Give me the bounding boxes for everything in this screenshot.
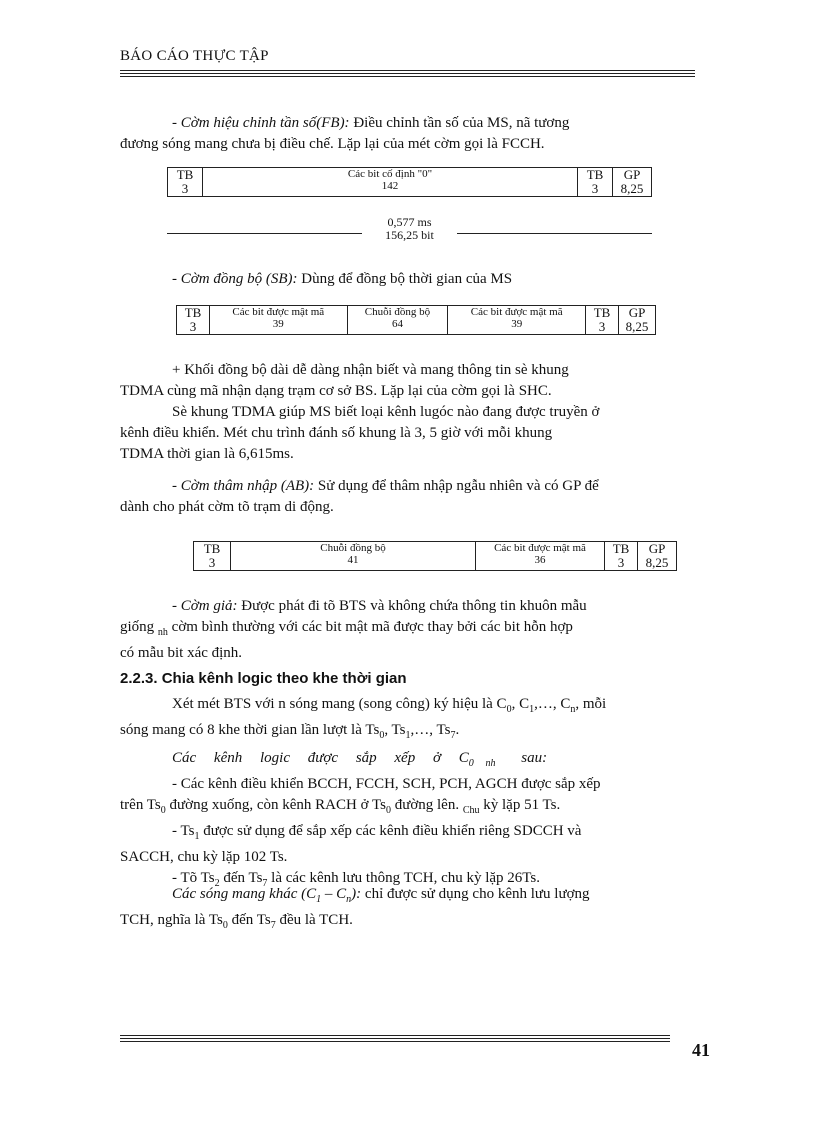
text-fragment: đường xuống, còn kênh RACH ở Ts: [165, 797, 386, 813]
cell-value: 64: [391, 318, 403, 330]
cell-label: Chuỗi đồng bộ: [364, 306, 431, 318]
text-line: SACCH, chu kỳ lặp 102 Ts.: [120, 849, 288, 865]
fixed-bits-cell: [203, 168, 578, 197]
ab-text: Sử dụng để thâm nhập ngẫu nhiên và có GP để: [314, 478, 599, 494]
text-fragment: Xét mét BTS với n sóng mang (song công) ký hiệu là C: [172, 696, 507, 712]
sync-sequence-cell: [231, 542, 476, 571]
text-fragment: chỉ được sử dụng cho kênh lưu lượng: [361, 886, 590, 902]
cell-label: GP: [628, 305, 646, 320]
sync-sequence-cell: [347, 306, 448, 335]
text-fragment: Các sóng mang khác (C: [172, 886, 317, 902]
text-fragment: , mỗi: [575, 696, 607, 712]
text-fragment: 2: [214, 878, 220, 889]
tb-cell: [578, 168, 613, 197]
text-line: TDMA thời gian là 6,615ms.: [120, 446, 294, 462]
cell-label: Các bit cố định "0": [347, 168, 433, 180]
encrypted-bits-cell: [448, 306, 586, 335]
text-fragment: , Ts: [384, 722, 406, 738]
sb-paragraph: [120, 269, 692, 290]
tb-cell: [605, 542, 638, 571]
fb-label: - Cờm hiệu chỉnh tần số(FB):: [172, 115, 350, 131]
ab-label: - Cờm thâm nhập (AB):: [172, 478, 315, 494]
sb-label: - Cờm đồng bộ (SB):: [172, 271, 298, 287]
text-fragment: Chu: [462, 805, 480, 816]
text-fragment: đều là TCH.: [275, 912, 353, 928]
fb-text-line: đương sóng mang chưa bị điều chế. Lặp lại của mét cờm gọi là FCCH.: [120, 136, 545, 152]
cell-label: Các bit được mật mã: [494, 542, 586, 554]
text-fragment: 7: [450, 730, 456, 741]
ab-paragraph: [120, 476, 692, 518]
fb-burst-table: [167, 167, 652, 197]
gp-cell: [638, 542, 677, 571]
text-fragment: được sử dụng để sắp xếp các kênh điều khiển riêng SDCCH và: [199, 823, 582, 839]
ab-burst-table: [193, 541, 677, 571]
text-fragment: 0: [160, 805, 166, 816]
text-fragment: 0: [222, 920, 228, 931]
tb-cell: [586, 306, 619, 335]
page-header: [120, 48, 695, 77]
c0-paragraph: [120, 748, 692, 894]
duration-ms: 0,577 ms: [387, 215, 432, 229]
text-line: + Khối đồng bộ dài dễ dàng nhận biết và mang thông tin sè khung: [172, 362, 569, 378]
dummy-text: Được phát đi tõ BTS và không chứa thông tin khuôn mẫu: [237, 598, 587, 614]
text-fragment: đến Ts: [219, 870, 263, 886]
text-fragment: nh: [485, 758, 496, 769]
text-fragment: là các kênh lưu thông TCH, chu kỳ lặp 26Ts.: [267, 870, 541, 886]
cell-value: 39: [272, 318, 284, 330]
text-line: TDMA cùng mã nhận dạng trạm cơ sở BS. Lặp lại của cờm gọi là SHC.: [120, 383, 552, 399]
text-fragment: sóng mang có 8 khe thời gian lần lượt là Ts: [120, 722, 380, 738]
header-rule: [120, 73, 695, 74]
text-fragment: đến Ts: [227, 912, 271, 928]
fb-text: Điều chỉnh tần số của MS, nã tương: [349, 115, 570, 131]
cell-label: TB: [612, 541, 630, 556]
text-fragment: 0: [379, 730, 385, 741]
text-fragment: Các kênh logic được sắp xếp ở C: [172, 750, 469, 766]
duration-bits: 156,25 bit: [385, 228, 434, 242]
cell-label: Chuỗi đồng bộ: [320, 542, 386, 554]
dummy-label: - Cờm giả:: [172, 598, 238, 614]
footer-rule: [120, 1035, 670, 1036]
tb-cell: [194, 542, 231, 571]
cell-value: 8,25: [645, 555, 669, 570]
text-fragment: .: [455, 722, 460, 738]
header-title: BÁO CÁO THỰC TẬP: [120, 48, 269, 64]
cell-label: Các bit được mật mã: [470, 306, 563, 318]
encrypted-bits-cell: [476, 542, 605, 571]
cell-label: GP: [648, 541, 666, 556]
text-fragment: sau:: [521, 750, 548, 766]
cell-label: GP: [623, 167, 641, 182]
text-fragment: giống: [120, 619, 158, 635]
text-fragment: 7: [270, 920, 276, 931]
text-fragment: 0: [468, 758, 474, 769]
cell-value: 36: [534, 554, 546, 566]
cell-value: 3: [181, 181, 189, 196]
cell-value: 3: [189, 319, 197, 334]
cell-value: 142: [381, 180, 399, 192]
cell-value: 8,25: [625, 319, 649, 334]
text-fragment: ):: [351, 886, 362, 902]
text-fragment: 1: [405, 730, 411, 741]
text-fragment: ,…, Ts: [410, 722, 451, 738]
measure-line-left: [167, 233, 362, 234]
cell-value: 3: [208, 555, 216, 570]
text-line: có mẫu bit xác định.: [120, 645, 243, 661]
cell-value: 8,25: [620, 181, 644, 196]
cell-label: TB: [203, 541, 221, 556]
cell-label: TB: [184, 305, 202, 320]
cell-value: 3: [598, 319, 606, 334]
text-fragment: 0: [506, 704, 512, 715]
bts-paragraph: [120, 694, 692, 746]
text-fragment: cờm bình thường với các bit mật mã được thay bởi các bit hỗn hợp: [167, 619, 573, 635]
text-fragment: nh: [157, 627, 168, 638]
footer-rule: [120, 1041, 670, 1042]
text-fragment: - Ts: [172, 823, 195, 839]
text-line: dành cho phát cờm tõ trạm di động.: [120, 499, 334, 515]
other-carriers-paragraph: [120, 884, 692, 936]
tb-cell: [177, 306, 210, 335]
text-fragment: 1: [316, 894, 322, 905]
cell-label: TB: [176, 167, 194, 182]
gp-cell: [613, 168, 652, 197]
text-fragment: 0: [385, 805, 391, 816]
text-fragment: – C: [321, 886, 347, 902]
footer-rule: [120, 1038, 670, 1039]
text-line: kênh điều khiển. Mét chu trình đánh số khung là 3, 5 giờ với mỗi khung: [120, 425, 553, 441]
sb-burst-table: [176, 305, 656, 335]
sb-text: Dùng để đồng bộ thời gian của MS: [297, 271, 513, 287]
fb-paragraph: [120, 113, 692, 155]
encrypted-bits-cell: [210, 306, 348, 335]
header-rule: [120, 76, 695, 77]
text-fragment: trên Ts: [120, 797, 161, 813]
cell-value: 3: [617, 555, 625, 570]
cell-value: 3: [591, 181, 599, 196]
text-fragment: n: [346, 894, 352, 905]
text-line: - Các kênh điều khiển BCCH, FCCH, SCH, PCH, AGCH được sắp xếp: [172, 776, 601, 792]
header-rule: [120, 70, 695, 71]
burst-duration: [167, 216, 652, 242]
page-footer: [120, 1035, 670, 1042]
text-fragment: n: [570, 704, 576, 715]
cell-label: TB: [593, 305, 611, 320]
text-fragment: - Tõ Ts: [172, 870, 215, 886]
dummy-paragraph: [120, 596, 692, 664]
sync-block-paragraph: [120, 360, 692, 465]
text-fragment: TCH, nghĩa là Ts: [120, 912, 223, 928]
text-fragment: đường lên.: [390, 797, 463, 813]
text-fragment: kỳ lặp 51 Ts.: [479, 797, 561, 813]
cell-value: 39: [511, 318, 523, 330]
tb-cell: [168, 168, 203, 197]
measure-line-right: [457, 233, 652, 234]
text-line: Sè khung TDMA giúp MS biết loại kênh lugóc nào đang được truyền ở: [172, 404, 600, 420]
text-fragment: 1: [194, 831, 200, 842]
text-fragment: ,…, C: [534, 696, 571, 712]
text-fragment: 7: [262, 878, 268, 889]
cell-label: Các bit được mật mã: [232, 306, 325, 318]
gp-cell: [619, 306, 656, 335]
text-fragment: 1: [529, 704, 535, 715]
text-fragment: , C: [511, 696, 530, 712]
page-number: 41: [692, 1040, 710, 1060]
cell-value: 41: [347, 554, 359, 566]
cell-label: TB: [586, 167, 604, 182]
section-heading: 2.2.3. Chia kênh logic theo khe thời gian: [120, 670, 407, 687]
